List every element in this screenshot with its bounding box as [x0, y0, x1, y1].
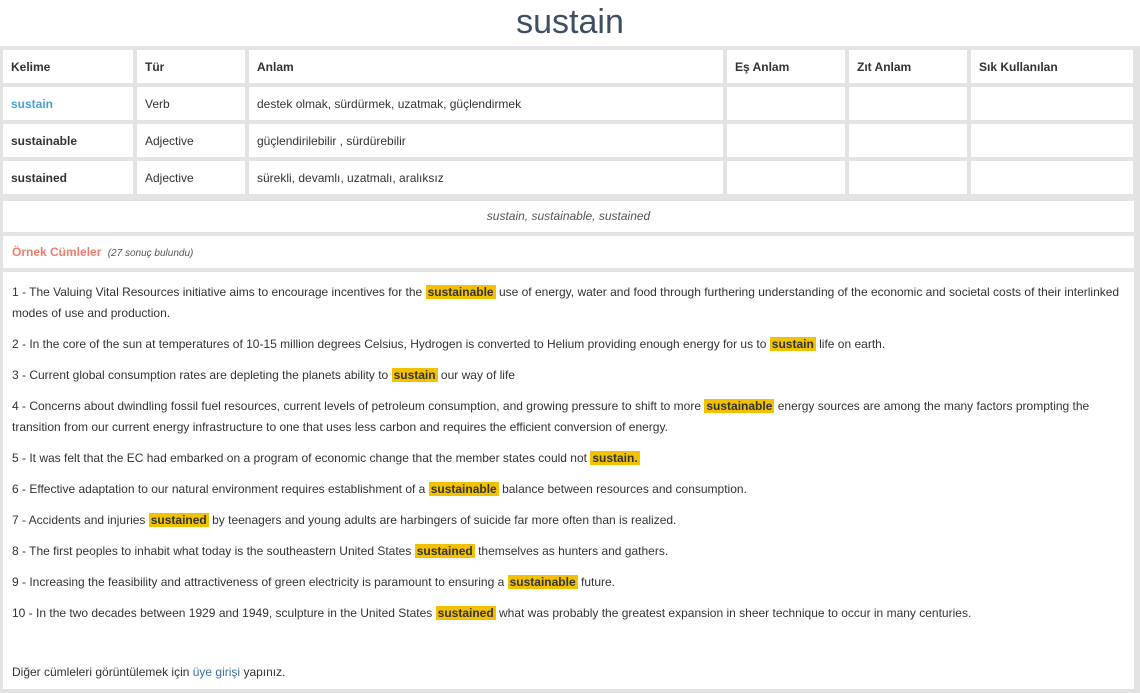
sentence-text: use of energy, water and food through furthering understanding of the economic and societal costs of their interlinked modes of use and production.: [12, 285, 1120, 320]
example-sentence: [12, 541, 1125, 562]
table-row: [3, 87, 1133, 120]
sentence-text: energy sources are among the many factors prompting the transition from our current energy infrastructure to one that uses less carbon and requires the efficient conversion of energy.: [12, 399, 1090, 434]
example-sentences: [3, 272, 1134, 689]
highlighted-word: sustainable: [427, 285, 494, 299]
example-sentence: [12, 448, 1125, 469]
col-header-common: Sık Kullanılan: [971, 50, 1133, 83]
highlighted-word: sustainable: [706, 399, 773, 413]
example-sentence: [12, 603, 1125, 624]
common-cell: [971, 87, 1133, 120]
sentence-list: [12, 282, 1125, 624]
type-cell: Adjective: [137, 124, 245, 157]
examples-header: [3, 236, 1134, 268]
meaning-cell: sürekli, devamlı, uzatmalı, aralıksız: [249, 161, 723, 194]
col-header-synonym: Eş Anlam: [727, 50, 845, 83]
sentence-text: life on earth.: [819, 337, 886, 351]
content-frame: [0, 46, 1140, 693]
login-link[interactable]: üye girişi: [192, 665, 241, 679]
sentence-text: 6 - Effective adaptation to our natural environment requires establishment of a: [12, 482, 426, 496]
antonym-cell: [849, 124, 967, 157]
example-sentence: [12, 479, 1125, 500]
meaning-cell: destek olmak, sürdürmek, uzatmak, güçlendirmek: [249, 87, 723, 120]
login-note-pre: Diğer cümleleri görüntülemek için: [12, 665, 193, 679]
word-cell: sustainable: [3, 124, 133, 157]
word-forms: sustain, sustainable, sustained: [3, 201, 1134, 232]
example-sentence: [12, 365, 1125, 386]
sentence-text: future.: [580, 575, 616, 589]
word-link[interactable]: sustain: [3, 87, 133, 120]
col-header-word: Kelime: [3, 50, 133, 83]
col-header-type: Tür: [137, 50, 245, 83]
table-header-row: [3, 50, 1133, 83]
type-cell: Adjective: [137, 161, 245, 194]
example-sentence: [12, 396, 1125, 438]
common-cell: [971, 161, 1133, 194]
highlighted-word: sustained: [150, 513, 207, 527]
sentence-text: 3 - Current global consumption rates are depleting the planets ability to: [12, 368, 389, 382]
sentence-text: our way of life: [440, 368, 515, 382]
table-row: [3, 124, 1133, 157]
synonym-cell: [727, 87, 845, 120]
sentence-text: 4 - Concerns about dwindling fossil fuel resources, current levels of petroleum consumption, and growing pressure to shift to more: [12, 399, 702, 413]
login-note: [12, 662, 285, 683]
sentence-text: by teenagers and young adults are harbingers of suicide far more often than is realized.: [212, 513, 677, 527]
synonym-cell: [727, 161, 845, 194]
col-header-antonym: Zıt Anlam: [849, 50, 967, 83]
table-row: [3, 161, 1133, 194]
login-note-post: yapınız.: [240, 665, 286, 679]
word-cell: sustained: [3, 161, 133, 194]
meaning-cell: güçlendirilebilir , sürdürebilir: [249, 124, 723, 157]
sentence-text: what was probably the greatest expansion in sheer technique to occur in many centuries.: [499, 606, 972, 620]
page-title: sustain: [516, 3, 624, 41]
highlighted-word: sustainable: [509, 575, 576, 589]
example-sentence: [12, 572, 1125, 593]
examples-count: (27 sonuç bulundu): [107, 248, 194, 259]
sentence-text: 10 - In the two decades between 1929 and 1949, sculpture in the United States: [12, 606, 433, 620]
example-sentence: [12, 510, 1125, 531]
sentence-text: 9 - Increasing the feasibility and attractiveness of green electricity is paramount to ensuring a: [12, 575, 505, 589]
common-cell: [971, 124, 1133, 157]
highlighted-word: sustain.: [592, 451, 638, 465]
sentence-text: 7 - Accidents and injuries: [12, 513, 146, 527]
highlighted-word: sustain: [393, 368, 436, 382]
highlighted-word: sustain: [771, 337, 814, 351]
examples-title: Örnek Cümleler: [12, 245, 102, 259]
sentence-text: 5 - It was felt that the EC had embarked on a program of economic change that the member states could not: [12, 451, 587, 465]
highlighted-word: sustained: [416, 544, 473, 558]
highlighted-word: sustainable: [430, 482, 497, 496]
sentence-text: balance between resources and consumption.: [502, 482, 747, 496]
synonym-cell: [727, 124, 845, 157]
antonym-cell: [849, 161, 967, 194]
highlighted-word: sustained: [437, 606, 494, 620]
type-cell: Verb: [137, 87, 245, 120]
antonym-cell: [849, 87, 967, 120]
example-sentence: [12, 282, 1125, 324]
sentence-text: themselves as hunters and gathers.: [478, 544, 669, 558]
word-table: [0, 46, 1137, 198]
sentence-text: 1 - The Valuing Vital Resources initiative aims to encourage incentives for the: [12, 285, 423, 299]
sentence-text: 2 - In the core of the sun at temperatures of 10-15 million degrees Celsius, Hydrogen is converted to Helium providing enough energy for us to: [12, 337, 767, 351]
col-header-meaning: Anlam: [249, 50, 723, 83]
example-sentence: [12, 334, 1125, 355]
sentence-text: 8 - The first peoples to inhabit what today is the southeastern United States: [12, 544, 412, 558]
